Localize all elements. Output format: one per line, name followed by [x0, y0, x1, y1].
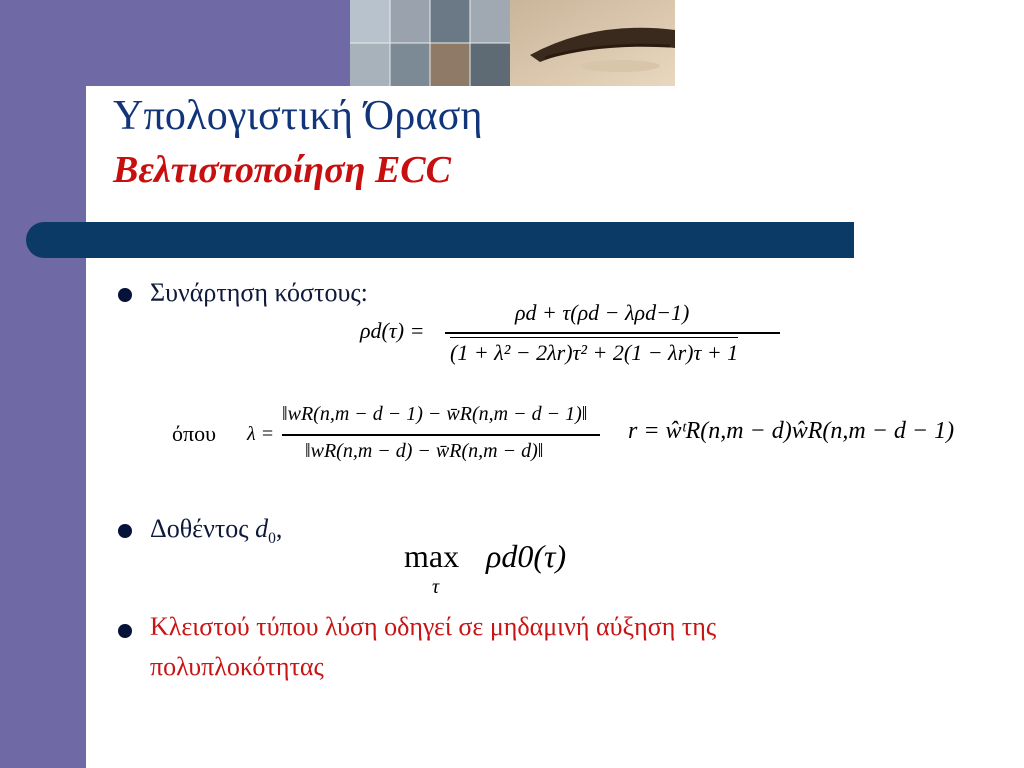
- lambda-lhs: λ =: [247, 423, 275, 445]
- bullet-dot: [118, 524, 132, 538]
- slide-subtitle: Βελτιστοποίηση ECC: [113, 149, 451, 191]
- max-label: max: [404, 538, 460, 574]
- r-equation: r = ŵᵗR(n,m − d)ŵR(n,m − d − 1): [628, 418, 955, 444]
- header-collage-image: [350, 0, 675, 86]
- title-rule-bar: [26, 222, 854, 258]
- lambda-fraction-line: [282, 434, 600, 436]
- left-side-band: [0, 0, 86, 768]
- lambda-denominator: ‖wR(n,m − d) − w̄R(n,m − d)‖: [305, 440, 544, 462]
- where-label: όπου: [172, 421, 216, 446]
- rho-denominator: (1 + λ² − 2λr)τ² + 2(1 − λr)τ + 1: [450, 337, 738, 366]
- rho-fraction-line: [445, 332, 780, 334]
- slide-title: Υπολογιστική Όραση: [113, 93, 483, 139]
- bullet-closed-form-line1: Κλειστού τύπου λύση οδηγεί σε μηδαμινή αύξηση της: [150, 612, 717, 641]
- top-band: [0, 0, 360, 86]
- bullet-dot: [118, 624, 132, 638]
- bullet-dot: [118, 288, 132, 302]
- max-expression: ρd0(τ): [486, 538, 567, 574]
- bullet-given-d0: [150, 514, 282, 548]
- given-prefix: Δοθέντος: [150, 514, 256, 543]
- given-var: d: [255, 514, 269, 543]
- bullet-cost-function: Συνάρτηση κόστους:: [150, 278, 368, 307]
- collage-svg: [350, 0, 675, 86]
- given-sub: 0: [268, 530, 276, 548]
- bullet-closed-form-line2: πολυπλοκότητας: [150, 652, 324, 681]
- rho-numerator: ρd + τ(ρd − λρd−1): [515, 300, 690, 325]
- given-suffix: ,: [275, 514, 283, 543]
- rho-lhs: ρd(τ) =: [360, 318, 425, 343]
- lambda-numerator: ‖wR(n,m − d − 1) − w̄R(n,m − d − 1)‖: [282, 403, 588, 425]
- max-subscript: τ: [432, 576, 440, 598]
